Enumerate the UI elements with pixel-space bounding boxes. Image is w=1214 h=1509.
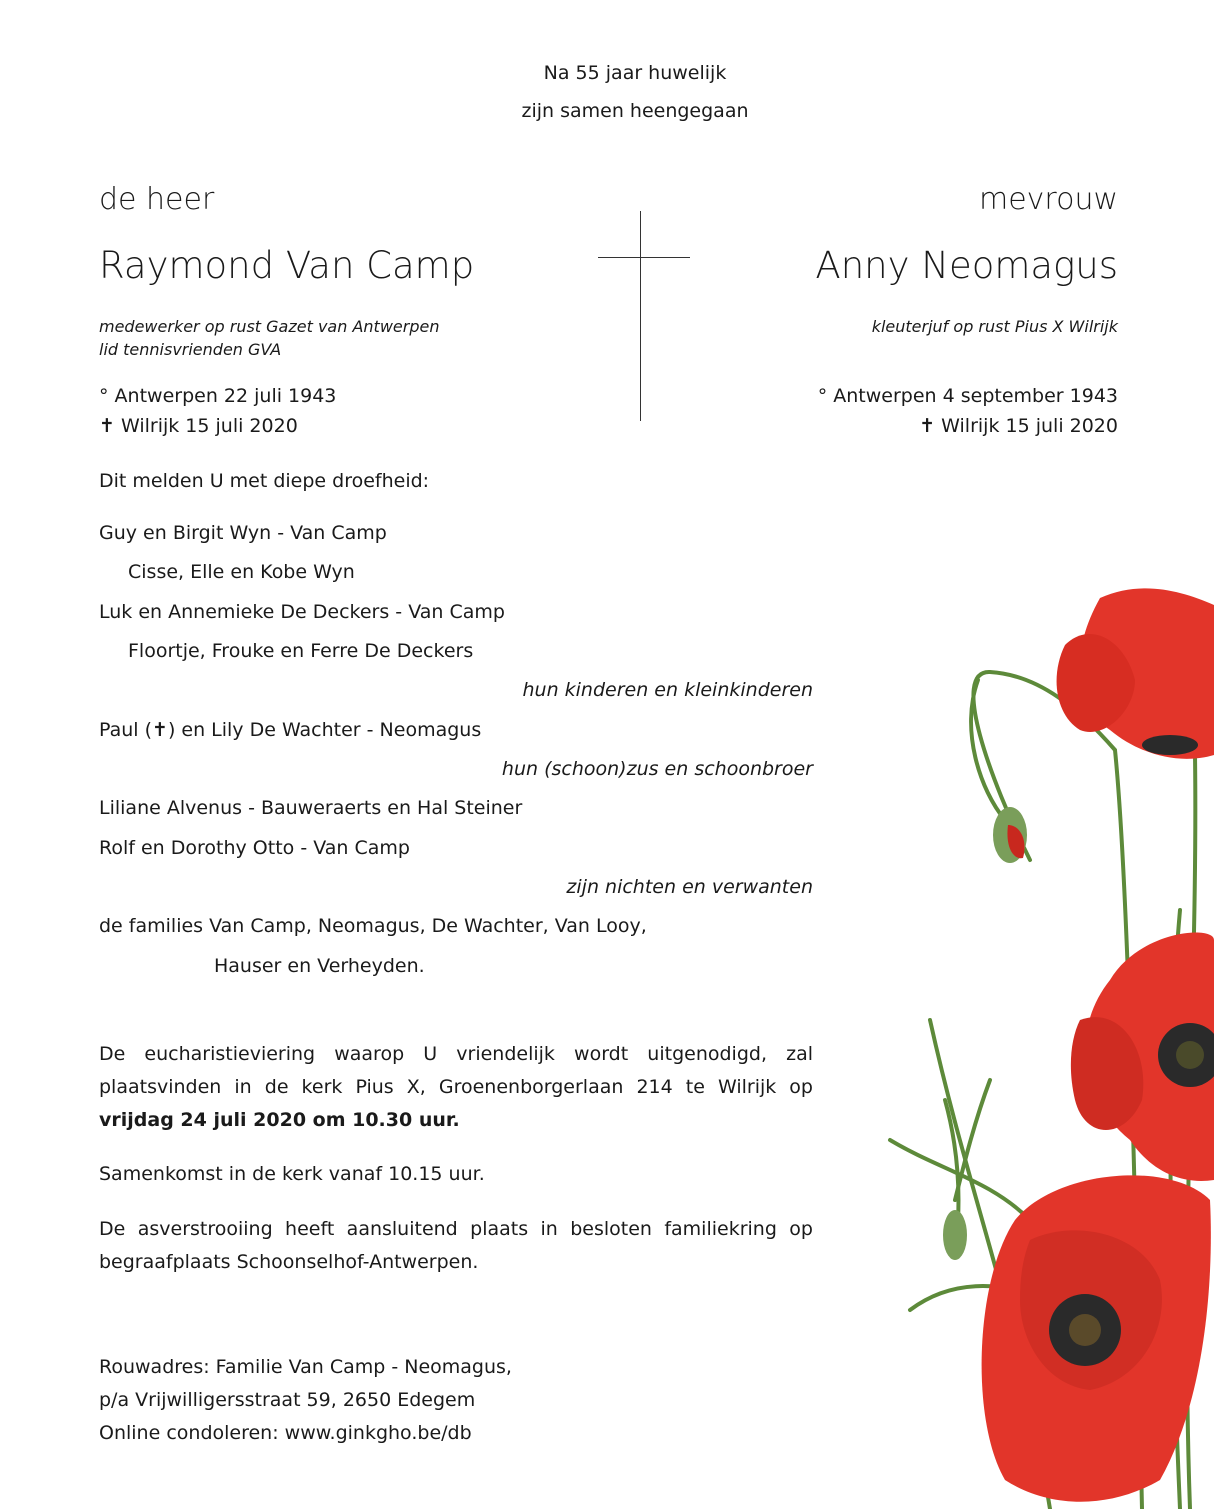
right-death: ✝ Wilrijk 15 juli 2020 <box>919 415 1118 437</box>
address-line: p/a Vrijwilligersstraat 59, 2650 Edegem <box>99 1389 476 1411</box>
family-line: de families Van Camp, Neomagus, De Wachter, Van Looy, <box>99 915 647 937</box>
left-role-2: lid tennisvrienden GVA <box>99 340 282 359</box>
family-line: Guy en Birgit Wyn - Van Camp <box>99 522 387 544</box>
intro-line-2: zijn samen heengegaan <box>521 100 749 122</box>
left-role-1: medewerker op rust Gazet van Antwerpen <box>99 317 440 336</box>
right-name: Anny Neomagus <box>815 244 1118 287</box>
ceremony-text: De eucharistieviering waarop U vriendelijk wordt uitgenodigd, zal plaatsvinden in de kerk Pius X, Groenenborgerlaan 214 te Wilrijk op <box>99 1043 813 1098</box>
family-line: Floortje, Frouke en Ferre De Deckers <box>128 640 474 662</box>
right-title: mevrouw <box>978 182 1118 217</box>
family-line: Rolf en Dorothy Otto - Van Camp <box>99 837 410 859</box>
ceremony-date: vrijdag 24 juli 2020 om 10.30 uur. <box>99 1109 460 1131</box>
relation-label: zijn nichten en verwanten <box>566 876 813 898</box>
relation-label: hun kinderen en kleinkinderen <box>522 679 813 701</box>
family-line: Paul (✝) en Lily De Wachter - Neomagus <box>99 719 482 741</box>
address-line: Online condoleren: www.ginkgho.be/db <box>99 1422 472 1444</box>
relation-label: hun (schoon)zus en schoonbroer <box>501 758 813 780</box>
announcement: Dit melden U met diepe droefheid: <box>99 470 430 492</box>
right-role-1: kleuterjuf op rust Pius X Wilrijk <box>871 317 1118 336</box>
family-line: Cisse, Elle en Kobe Wyn <box>128 561 355 583</box>
right-birth: ° Antwerpen 4 september 1943 <box>817 385 1118 407</box>
left-title: de heer <box>99 182 215 217</box>
poppy-flowers-image <box>880 580 1214 1509</box>
intro-line-1: Na 55 jaar huwelijk <box>543 62 727 84</box>
left-birth: ° Antwerpen 22 juli 1943 <box>99 385 337 407</box>
family-line: Liliane Alvenus - Bauweraerts en Hal Steiner <box>99 797 523 819</box>
gathering-text: Samenkomst in de kerk vanaf 10.15 uur. <box>99 1163 485 1185</box>
address-line: Rouwadres: Familie Van Camp - Neomagus, <box>99 1356 512 1378</box>
family-line: Hauser en Verheyden. <box>214 955 425 977</box>
left-name: Raymond Van Camp <box>99 244 475 287</box>
scattering-paragraph: De asverstrooiing heeft aansluitend plaats in besloten familiekring op begraafplaats Schoonselhof-Antwerpen. <box>99 1218 813 1273</box>
left-death: ✝ Wilrijk 15 juli 2020 <box>99 415 298 437</box>
family-line: Luk en Annemieke De Deckers - Van Camp <box>99 601 505 623</box>
ceremony-paragraph <box>99 1038 813 1137</box>
